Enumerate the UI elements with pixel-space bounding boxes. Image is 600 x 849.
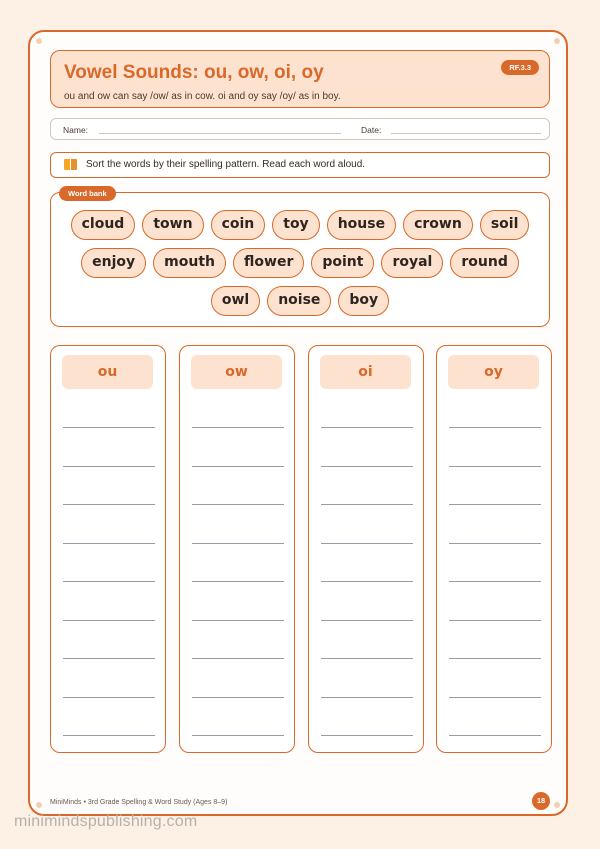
writing-line[interactable] — [449, 504, 541, 505]
writing-line[interactable] — [192, 504, 284, 505]
word-chip: owl — [211, 286, 260, 316]
page-subtitle: ou and ow can say /ow/ as in cow. oi and oy say /oy/ as in boy. — [64, 91, 341, 102]
corner-dot — [554, 802, 560, 808]
date-field[interactable] — [391, 133, 541, 134]
date-label: Date: — [361, 125, 382, 135]
word-chip: royal — [381, 248, 443, 278]
writing-line[interactable] — [321, 427, 413, 428]
word-bank-label: Word bank — [59, 186, 116, 201]
word-chip: soil — [480, 210, 530, 240]
writing-line[interactable] — [192, 735, 284, 736]
watermark: minimindspublishing.com — [14, 813, 198, 830]
writing-line[interactable] — [63, 427, 155, 428]
page-number: 18 — [532, 792, 550, 810]
sort-column-oi — [308, 345, 424, 753]
writing-line[interactable] — [192, 658, 284, 659]
name-field[interactable] — [99, 133, 341, 134]
writing-line[interactable] — [192, 466, 284, 467]
word-chip: round — [450, 248, 518, 278]
writing-line[interactable] — [321, 504, 413, 505]
word-chip: enjoy — [81, 248, 146, 278]
sort-column-ow — [179, 345, 295, 753]
word-chip: point — [311, 248, 374, 278]
writing-line[interactable] — [449, 427, 541, 428]
writing-line[interactable] — [63, 466, 155, 467]
writing-line[interactable] — [63, 504, 155, 505]
book-icon — [64, 159, 77, 170]
worksheet-page — [28, 30, 568, 816]
sort-column-ou — [50, 345, 166, 753]
word-bank-row — [51, 210, 549, 240]
column-heading: oi — [320, 355, 411, 389]
corner-dot — [554, 38, 560, 44]
writing-line[interactable] — [192, 697, 284, 698]
writing-line[interactable] — [321, 735, 413, 736]
instructions-box — [50, 152, 550, 178]
writing-line[interactable] — [63, 581, 155, 582]
column-heading: oy — [448, 355, 539, 389]
writing-line[interactable] — [449, 466, 541, 467]
title-banner — [50, 50, 550, 108]
writing-line[interactable] — [192, 427, 284, 428]
writing-line[interactable] — [449, 658, 541, 659]
word-chip: toy — [272, 210, 319, 240]
word-chip: noise — [267, 286, 331, 316]
footer-text: MiniMinds • 3rd Grade Spelling & Word Study (Ages 8–9) — [50, 799, 228, 806]
word-chip: cloud — [71, 210, 136, 240]
sort-column-oy — [436, 345, 552, 753]
writing-line[interactable] — [63, 735, 155, 736]
writing-line[interactable] — [321, 697, 413, 698]
writing-line[interactable] — [63, 620, 155, 621]
writing-line[interactable] — [321, 543, 413, 544]
writing-line[interactable] — [449, 697, 541, 698]
word-chip: coin — [211, 210, 266, 240]
word-bank-row — [51, 286, 549, 316]
writing-line[interactable] — [192, 620, 284, 621]
writing-line[interactable] — [449, 543, 541, 544]
instructions-text: Sort the words by their spelling pattern. Read each word aloud. — [86, 159, 366, 170]
word-chip: house — [327, 210, 396, 240]
writing-line[interactable] — [321, 466, 413, 467]
writing-line[interactable] — [63, 697, 155, 698]
writing-line[interactable] — [192, 581, 284, 582]
corner-dot — [36, 802, 42, 808]
writing-line[interactable] — [321, 658, 413, 659]
writing-line[interactable] — [321, 581, 413, 582]
corner-dot — [36, 38, 42, 44]
name-label: Name: — [63, 125, 89, 135]
writing-line[interactable] — [449, 620, 541, 621]
word-bank-row — [51, 248, 549, 278]
column-heading: ou — [62, 355, 153, 389]
word-bank — [50, 189, 550, 327]
page-title: Vowel Sounds: ou, ow, oi, oy — [64, 62, 324, 83]
writing-line[interactable] — [449, 735, 541, 736]
word-chip: boy — [338, 286, 389, 316]
name-date-row — [50, 118, 550, 140]
word-chip: crown — [403, 210, 473, 240]
writing-line[interactable] — [321, 620, 413, 621]
standard-badge: RF.3.3 — [501, 60, 539, 75]
word-chip: mouth — [153, 248, 226, 278]
word-chip: flower — [233, 248, 304, 278]
column-heading: ow — [191, 355, 282, 389]
writing-line[interactable] — [63, 658, 155, 659]
writing-line[interactable] — [449, 581, 541, 582]
writing-line[interactable] — [192, 543, 284, 544]
word-chip: town — [142, 210, 203, 240]
writing-line[interactable] — [63, 543, 155, 544]
